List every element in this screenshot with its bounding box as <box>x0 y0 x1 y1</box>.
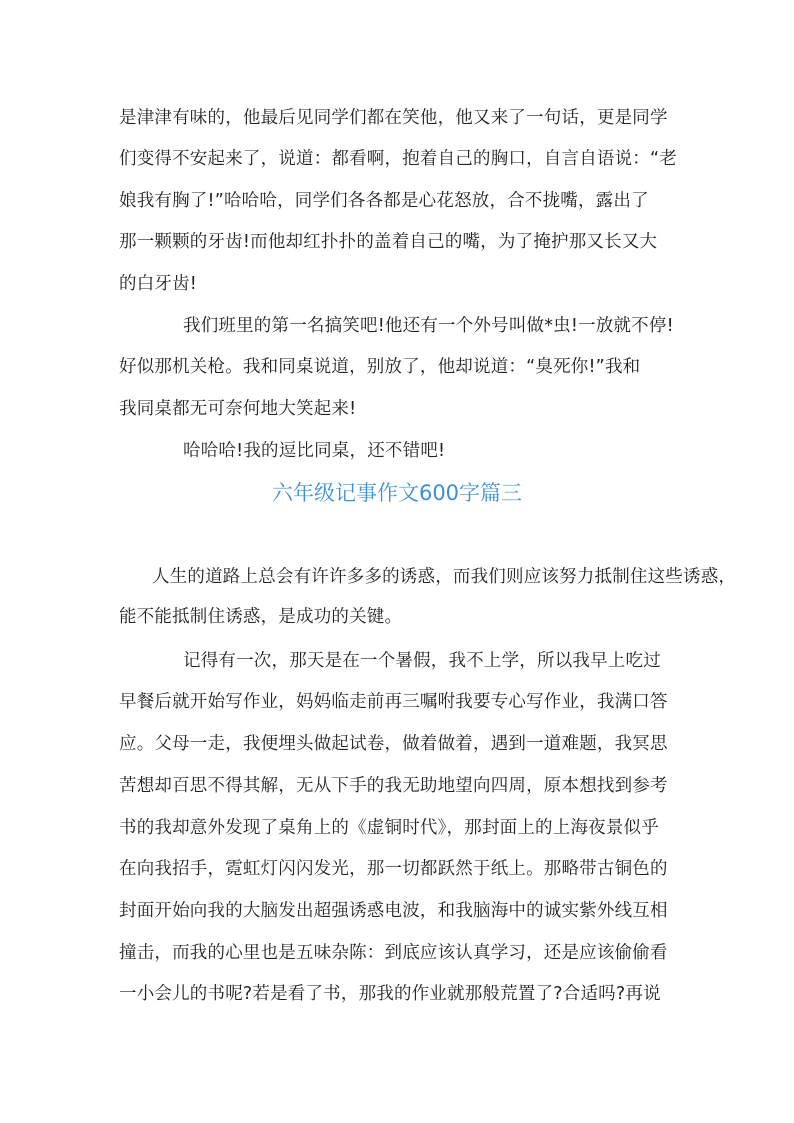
text-line: 是津津有味的，他最后见同学们都在笑他，他又来了一句话，更是同学 <box>119 108 668 128</box>
text-line: 们变得不安起来了，说道：都看啊，抱着自己的胸口，自言自语说：“老 <box>119 149 677 169</box>
text-line: 封面开始向我的大脑发出超强诱惑电波，和我脑海中的诚实紫外线互相 <box>119 901 668 921</box>
text-line: 人生的道路上总会有许许多多的诱惑，而我们则应该努力抵制住这些诱惑， <box>152 567 737 587</box>
text-line: 哈哈哈!我的逗比同桌，还不错吧! <box>183 441 446 461</box>
text-line: 记得有一次，那天是在一个暑假，我不上学，所以我早上吃过 <box>183 651 661 671</box>
text-line: 好似那机关枪。我和同桌说道，别放了，他却说道：“臭死你!”我和 <box>119 357 641 377</box>
text-line: 撞击，而我的心里也是五味杂陈：到底应该认真学习，还是应该偷偷看 <box>119 943 668 963</box>
text-line: 那一颗颗的牙齿!而他却红扑扑的盖着自己的嘴，为了掩护那又长又大 <box>119 232 658 252</box>
text-line: 我们班里的第一名搞笑吧!他还有一个外号叫做*虫!一放就不停! <box>183 316 674 336</box>
text-line: 娘我有胸了!”哈哈哈，同学们各各都是心花怒放，合不拢嘴，露出了 <box>119 191 649 211</box>
text-line: 能不能抵制住诱惑，是成功的关键。 <box>119 607 403 627</box>
text-line: 在向我招手，霓虹灯闪闪发光，那一切都跃然于纸上。那略带古铜色的 <box>119 859 668 879</box>
text-line: 应。父母一走，我便埋头做起试卷，做着做着，遇到一道难题，我冥思 <box>119 734 668 754</box>
section-title: 六年级记事作文600字篇三 <box>271 481 523 505</box>
text-line: 一小会儿的书呢?若是看了书，那我的作业就那般荒置了?合适吗?再说 <box>119 984 661 1004</box>
text-line: 苦想却百思不得其解，无从下手的我无助地望向四周，原本想找到参考 <box>119 776 668 796</box>
text-line: 我同桌都无可奈何地大笑起来! <box>119 399 357 419</box>
text-line: 的白牙齿! <box>119 274 198 294</box>
text-line: 早餐后就开始写作业，妈妈临走前再三嘱咐我要专心写作业，我满口答 <box>119 692 668 712</box>
text-line: 书的我却意外发现了桌角上的《虚铜时代》，那封面上的上海夜景似乎 <box>119 818 659 838</box>
